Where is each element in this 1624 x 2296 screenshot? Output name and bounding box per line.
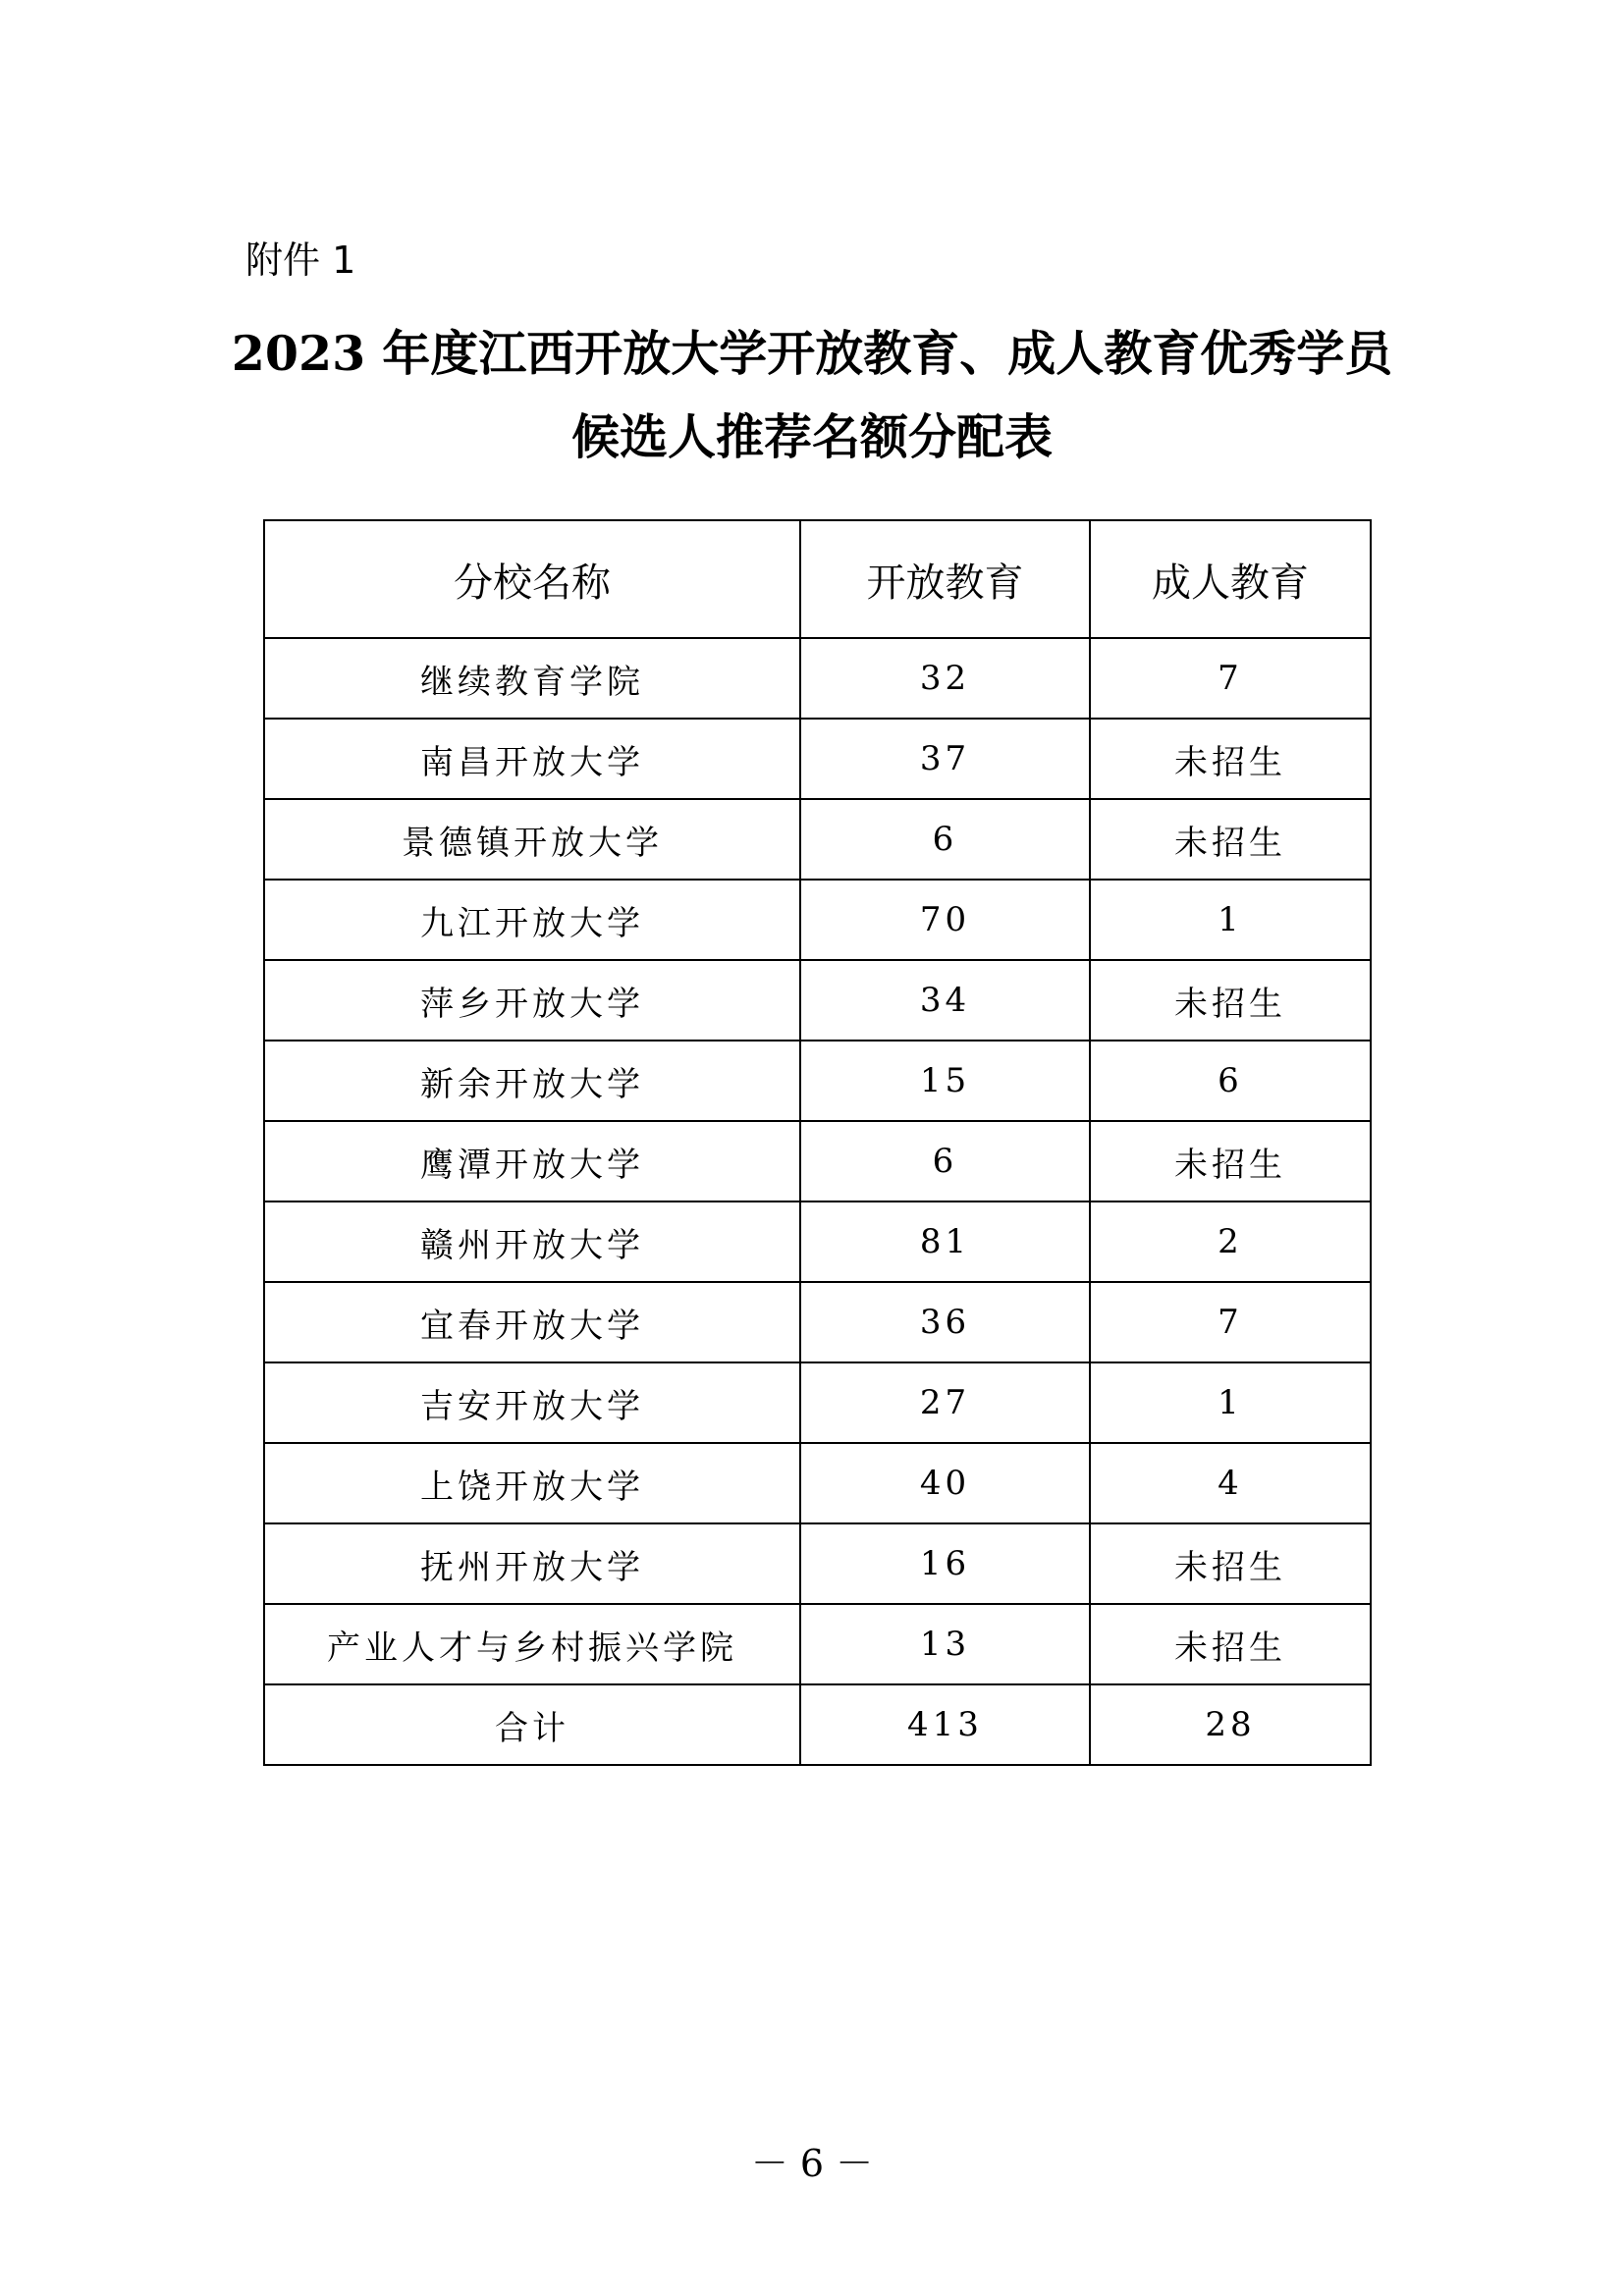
- branch-name-cell: 宜春开放大学: [264, 1282, 800, 1362]
- table-row: [264, 1282, 1371, 1362]
- adult-education-cell: 未招生: [1090, 719, 1371, 799]
- document-title-line-1: 2023 年度江西开放大学开放教育、成人教育优秀学员: [231, 325, 1393, 382]
- open-education-cell: 13: [800, 1604, 1090, 1684]
- table-row: [264, 799, 1371, 880]
- table-row: [264, 1201, 1371, 1282]
- adult-education-cell: 未招生: [1090, 799, 1371, 880]
- adult-education-cell: 7: [1090, 1282, 1371, 1362]
- branch-name-cell: 景德镇开放大学: [264, 799, 800, 880]
- total-open-education-cell: 413: [800, 1684, 1090, 1765]
- adult-education-cell: 未招生: [1090, 1604, 1371, 1684]
- branch-name-cell: 赣州开放大学: [264, 1201, 800, 1282]
- table-header-row: [264, 520, 1371, 638]
- branch-name-cell: 新余开放大学: [264, 1041, 800, 1121]
- header-adult-education: 成人教育: [1090, 520, 1371, 638]
- table-row: [264, 1362, 1371, 1443]
- open-education-cell: 6: [800, 1121, 1090, 1201]
- total-adult-education-cell: 28: [1090, 1684, 1371, 1765]
- adult-education-cell: 6: [1090, 1041, 1371, 1121]
- table-row: [264, 719, 1371, 799]
- adult-education-cell: 7: [1090, 638, 1371, 719]
- branch-name-cell: 南昌开放大学: [264, 719, 800, 799]
- branch-name-cell: 抚州开放大学: [264, 1523, 800, 1604]
- open-education-cell: 81: [800, 1201, 1090, 1282]
- adult-education-cell: 4: [1090, 1443, 1371, 1523]
- adult-education-cell: 未招生: [1090, 1523, 1371, 1604]
- open-education-cell: 34: [800, 960, 1090, 1041]
- table-row: [264, 1523, 1371, 1604]
- table-row: [264, 1604, 1371, 1684]
- open-education-cell: 36: [800, 1282, 1090, 1362]
- open-education-cell: 37: [800, 719, 1090, 799]
- header-branch-name: 分校名称: [264, 520, 800, 638]
- open-education-cell: 27: [800, 1362, 1090, 1443]
- table-row: [264, 1443, 1371, 1523]
- open-education-cell: 70: [800, 880, 1090, 960]
- adult-education-cell: 未招生: [1090, 1121, 1371, 1201]
- adult-education-cell: 1: [1090, 880, 1371, 960]
- adult-education-cell: 2: [1090, 1201, 1371, 1282]
- open-education-cell: 6: [800, 799, 1090, 880]
- open-education-cell: 32: [800, 638, 1090, 719]
- branch-name-cell: 萍乡开放大学: [264, 960, 800, 1041]
- table-row: [264, 880, 1371, 960]
- branch-name-cell: 继续教育学院: [264, 638, 800, 719]
- table-body: [264, 638, 1371, 1765]
- branch-name-cell: 九江开放大学: [264, 880, 800, 960]
- branch-name-cell: 上饶开放大学: [264, 1443, 800, 1523]
- total-row: [264, 1684, 1371, 1765]
- branch-name-cell: 产业人才与乡村振兴学院: [264, 1604, 800, 1684]
- quota-table: [263, 519, 1372, 1766]
- branch-name-cell: 吉安开放大学: [264, 1362, 800, 1443]
- document-title-line-2: 候选人推荐名额分配表: [570, 408, 1053, 465]
- adult-education-cell: 未招生: [1090, 960, 1371, 1041]
- table-row: [264, 1121, 1371, 1201]
- branch-name-cell: 鹰潭开放大学: [264, 1121, 800, 1201]
- total-label-cell: 合计: [264, 1684, 800, 1765]
- adult-education-cell: 1: [1090, 1362, 1371, 1443]
- header-open-education: 开放教育: [800, 520, 1090, 638]
- open-education-cell: 16: [800, 1523, 1090, 1604]
- page-number: － 6 －: [750, 2142, 874, 2185]
- table-row: [264, 960, 1371, 1041]
- open-education-cell: 15: [800, 1041, 1090, 1121]
- open-education-cell: 40: [800, 1443, 1090, 1523]
- table-row: [264, 1041, 1371, 1121]
- attachment-label: 附件 1: [245, 239, 356, 282]
- table-row: [264, 638, 1371, 719]
